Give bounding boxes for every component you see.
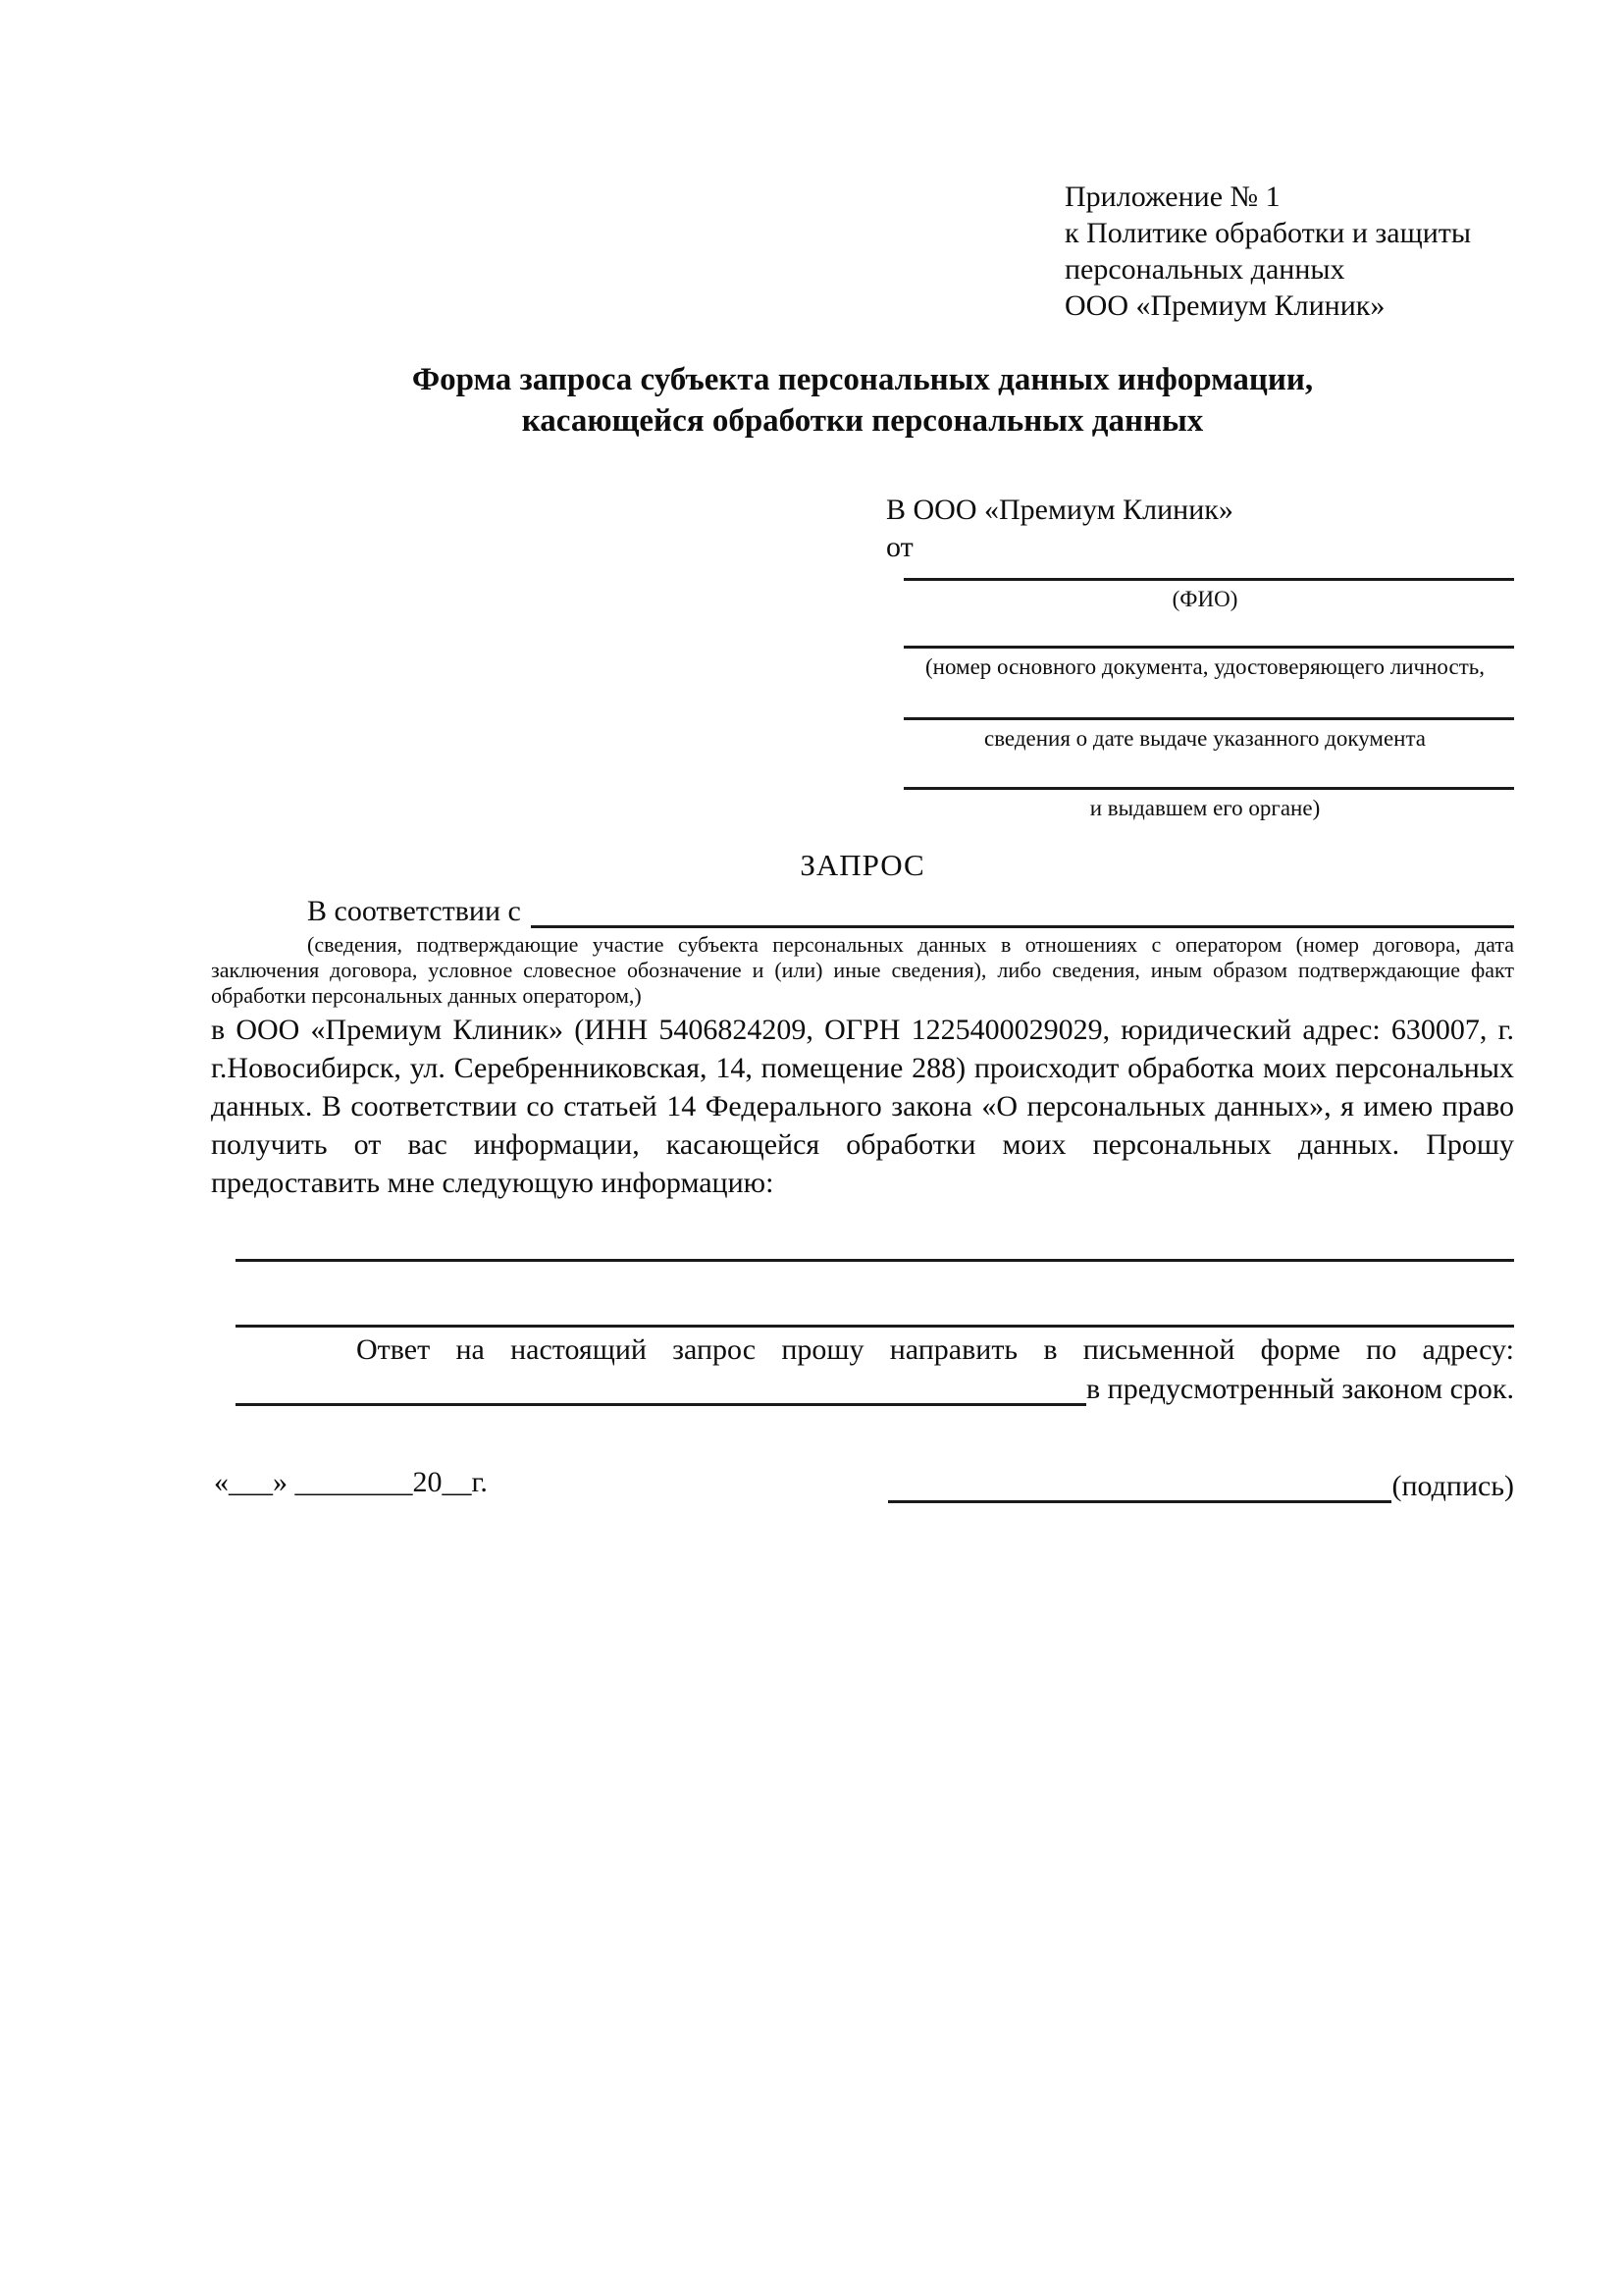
fio-field-line[interactable] bbox=[904, 578, 1514, 581]
info-blank-line-1[interactable] bbox=[236, 1259, 1514, 1262]
appendix-line-3: персональных данных bbox=[1065, 253, 1345, 286]
appendix-line-2: к Политике обработки и защиты bbox=[1065, 217, 1472, 249]
page-title bbox=[211, 359, 1514, 442]
signature-caption: (подпись) bbox=[1391, 1470, 1514, 1502]
addressee-from-label: от bbox=[886, 531, 914, 563]
doc-issuer-field-caption: и выдавшем его органе) bbox=[1089, 796, 1321, 820]
doc-number-field-line[interactable] bbox=[904, 646, 1514, 649]
page-title-line-2: касающейся обработки персональных данных bbox=[521, 403, 1204, 439]
doc-number-field-caption: (номер основного документа, удостоверяющего личность, bbox=[924, 654, 1485, 679]
signature-blank-line[interactable] bbox=[888, 1467, 1391, 1503]
fine-print-note: (сведения, подтверждающие участие субъекта персональных данных в отношениях с оператором (номер договора, дата заключения договора, условное словесное обозначение и (или) иные сведения), либо сведения, иным образом подтверждающие факт обработки персональных данных оператором,) bbox=[211, 932, 1514, 1008]
appendix-line-4: ООО «Премиум Клиник» bbox=[1065, 289, 1386, 322]
doc-issue-date-field-caption: сведения о дате выдаче указанного документа bbox=[983, 726, 1427, 751]
reply-suffix: в предусмотренный законом срок. bbox=[1086, 1373, 1514, 1405]
reply-instruction: Ответ на настоящий запрос прошу направить в письменной форме по адресу: bbox=[356, 1333, 1514, 1366]
fio-field-caption: (ФИО) bbox=[1172, 587, 1238, 611]
page-title-line-1: Форма запроса субъекта персональных данных информации, bbox=[411, 362, 1314, 397]
appendix-line-1: Приложение № 1 bbox=[1065, 181, 1281, 213]
compliance-blank-line[interactable] bbox=[531, 892, 1514, 928]
request-heading: ЗАПРОС bbox=[800, 848, 925, 882]
signature-row bbox=[888, 1466, 1514, 1503]
doc-issuer-field-line[interactable] bbox=[904, 787, 1514, 790]
info-blank-line-2[interactable] bbox=[236, 1325, 1514, 1328]
compliance-prefix: В соответствии с bbox=[307, 895, 521, 927]
doc-issue-date-field-line[interactable] bbox=[904, 717, 1514, 720]
compliance-row bbox=[211, 889, 1514, 928]
request-body: в ООО «Премиум Клиник» (ИНН 5406824209, ОГРН 1225400029029, юридический адрес: 630007, г. г.Новосибирск, ул. Серебренниковская, 14, помещение 288) происходит обработка моих персональных данных. В соответствии со статьей 14 Федерального закона «О персональных данных», я имею право получить от вас информации, касающейся обработки моих персональных данных. Прошу предоставить мне следующую информацию: bbox=[211, 1014, 1514, 1199]
appendix-note bbox=[1065, 179, 1471, 324]
reply-address-row bbox=[236, 1369, 1514, 1406]
address-blank-line[interactable] bbox=[236, 1370, 1086, 1406]
date-blank-field[interactable]: «___» ________20__г. bbox=[214, 1466, 488, 1498]
addressee-to: В ООО «Премиум Клиник» bbox=[886, 494, 1233, 526]
